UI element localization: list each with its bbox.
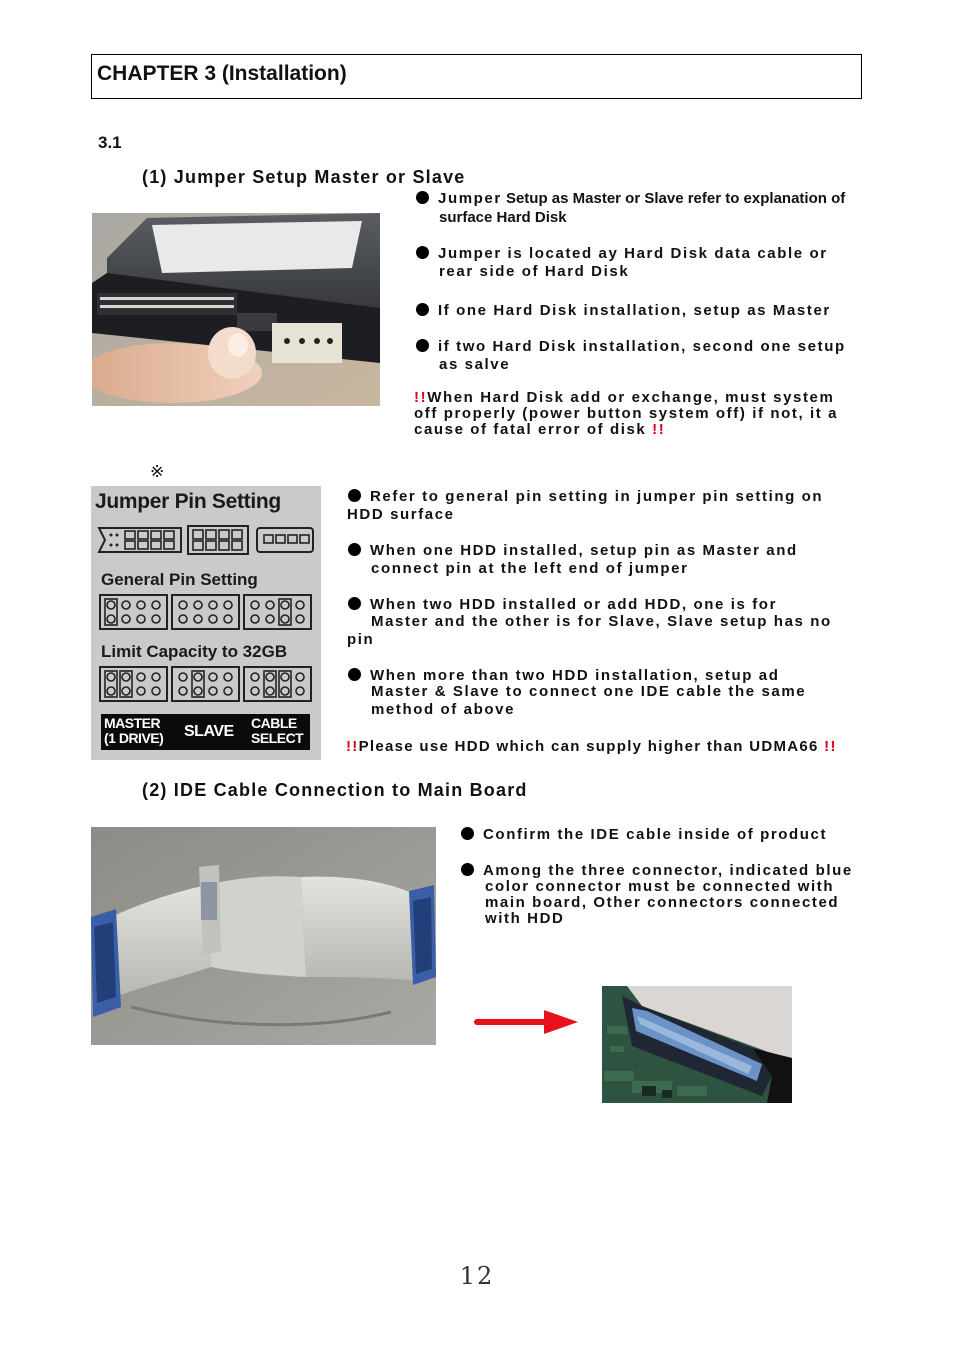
legend-cable-select: CABLE SELECT bbox=[251, 715, 304, 746]
ide-bullet-2-line2: color connector must be connected with bbox=[485, 878, 835, 895]
pin-label-legend-bar bbox=[101, 714, 310, 750]
bullet-dot-icon bbox=[348, 543, 361, 556]
pin-bullet-2-line2: connect pin at the left end of jumper bbox=[371, 560, 689, 577]
hard-disk-photo bbox=[92, 213, 380, 406]
mainboard-connector-photo bbox=[602, 986, 792, 1103]
bullet-dot-icon bbox=[348, 489, 361, 502]
ide-heading: (2) IDE Cable Connection to Main Board bbox=[142, 780, 528, 800]
section-number: 3.1 bbox=[98, 133, 122, 152]
bullet-dot-icon bbox=[348, 668, 361, 681]
ide-bullet-2: Among the three connector, indicated blue bbox=[461, 862, 853, 879]
legend-master: MASTER (1 DRIVE) bbox=[104, 715, 164, 746]
bullet-dot-icon bbox=[416, 191, 429, 204]
jumper-bullet-1-line2: surface Hard Disk bbox=[439, 209, 567, 226]
pin-bullet-2: When one HDD installed, setup pin as Master and bbox=[348, 542, 798, 559]
page-number: 12 bbox=[459, 1262, 495, 1290]
pin-bullet-4-line3: method of above bbox=[371, 701, 516, 718]
bullet-dot-icon bbox=[416, 303, 429, 316]
jumper-bullet-1: Jumper Setup as Master or Slave refer to explanation of bbox=[416, 190, 845, 207]
jumper-bullet-4: if two Hard Disk installation, second one setup bbox=[416, 338, 846, 355]
pin-bullet-1: Refer to general pin setting in jumper pin setting on bbox=[348, 488, 823, 505]
ide-bullet-2-line4: with HDD bbox=[485, 910, 565, 927]
pin-bullet-1-line2: HDD surface bbox=[347, 506, 455, 523]
ide-bullet-1: Confirm the IDE cable inside of product bbox=[461, 826, 827, 843]
jumper-bullet-2: Jumper is located ay Hard Disk data cable or bbox=[416, 245, 828, 262]
warning-mark: !! bbox=[652, 421, 666, 438]
pin-bullet-3-line3: pin bbox=[347, 631, 375, 648]
legend-slave: SLAVE bbox=[184, 723, 234, 740]
jumper-bullet-3: If one Hard Disk installation, setup as Master bbox=[416, 302, 831, 319]
pin-label-general: General Pin Setting bbox=[101, 570, 258, 589]
warning-mark: !! bbox=[346, 738, 359, 755]
warning-mark: !! bbox=[414, 389, 428, 406]
chapter-title: CHAPTER 3 (Installation) bbox=[97, 62, 347, 85]
jumper-bullet-2-line2: rear side of Hard Disk bbox=[439, 263, 630, 280]
bullet-dot-icon bbox=[348, 597, 361, 610]
ide-bullet-2-line3: main board, Other connectors connected bbox=[485, 894, 840, 911]
pin-bullet-4-line2: Master & Slave to connect one IDE cable the same bbox=[371, 683, 807, 700]
jumper-warning-line3: cause of fatal error of disk !! bbox=[414, 421, 666, 438]
bullet-dot-icon bbox=[461, 827, 474, 840]
warning-mark: !! bbox=[824, 738, 837, 755]
jumper-pin-label-image bbox=[91, 486, 321, 760]
jumper-warning-line1: !!When Hard Disk add or exchange, must system bbox=[414, 389, 835, 406]
pin-bullet-4: When more than two HDD installation, setup ad bbox=[348, 667, 780, 684]
pin-warning: !!Please use HDD which can supply higher than UDMA66 !! bbox=[346, 738, 837, 755]
pin-bullet-3-line2: Master and the other is for Slave, Slave setup has no bbox=[371, 613, 832, 630]
jumper-warning-line2: off properly (power button system off) if not, it a bbox=[414, 405, 839, 422]
bullet-dot-icon bbox=[461, 863, 474, 876]
bullet-dot-icon bbox=[416, 246, 429, 259]
red-arrow-icon bbox=[472, 1009, 580, 1035]
reference-mark: ※ bbox=[150, 462, 165, 481]
pin-label-title: Jumper Pin Setting bbox=[95, 490, 281, 513]
bullet-dot-icon bbox=[416, 339, 429, 352]
jumper-heading: (1) Jumper Setup Master or Slave bbox=[142, 167, 466, 187]
jumper-bullet-4-line2: as salve bbox=[439, 356, 511, 373]
pin-bullet-3: When two HDD installed or add HDD, one is for bbox=[348, 596, 777, 613]
pin-label-limit: Limit Capacity to 32GB bbox=[101, 642, 288, 661]
ide-cable-photo bbox=[91, 827, 436, 1045]
